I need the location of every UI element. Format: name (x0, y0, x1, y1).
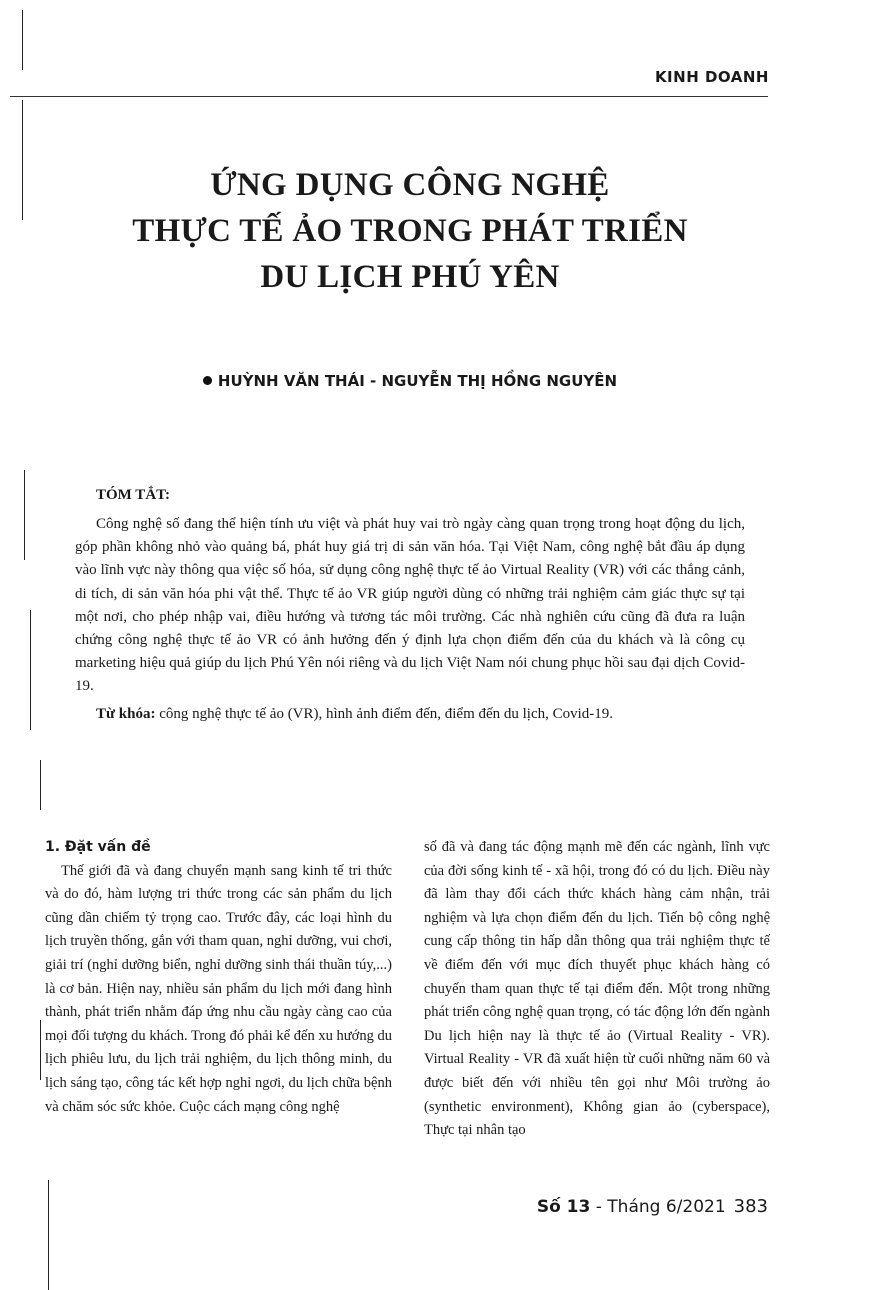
abstract-text: Công nghệ số đang thể hiện tính ưu việt và phát huy vai trò ngày càng quan trọng trong hoạt động du lịch, góp phần không nhỏ vào quảng bá, phát huy giá trị di sản văn hóa. Tại Việt Nam, công nghệ bắt đầu áp dụng vào lĩnh vực này thông qua việc số hóa, sử dụng công nghệ thực tế ảo Virtual Reality (VR) với các thắng cảnh, di tích, di sản văn hóa phi vật thể. Thực tế ảo VR giúp người dùng có những trải nghiệm cảm giác thực sự tại một nơi, cho phép nhập vai, điều hướng và tương tác môi trường. Các nhà nghiên cứu cũng đã đưa ra luận chứng công nghệ thực tế ảo VR có ảnh hưởng đến ý định lựa chọn điểm đến của du khách và là công cụ marketing hiệu quả giúp du lịch Phú Yên nói riêng và du lịch Việt Nam nói chung phục hồi sau đại dịch Covid-19. (75, 516, 745, 695)
scan-edge-line-7 (48, 1180, 49, 1290)
section-label: KINH DOANH (654, 68, 769, 86)
scan-edge-line-6 (40, 1020, 41, 1080)
issue-date: - Tháng 6/2021 (590, 1197, 726, 1217)
keywords-label: Từ khóa: (96, 706, 156, 722)
header-rule (10, 96, 768, 97)
scan-edge-line-4 (30, 610, 31, 730)
scan-edge-line-3 (24, 470, 25, 560)
authors: HUỲNH VĂN THÁI - NGUYỄN THỊ HỒNG NGUYÊN (217, 372, 618, 390)
page-number: 383 (733, 1196, 768, 1217)
authors-line (0, 372, 820, 390)
body-column-right (424, 836, 770, 1143)
body-paragraph-left: Thế giới đã và đang chuyển mạnh sang kinh tế tri thức và do đó, hàm lượng tri thức trong các sản phẩm du lịch cũng dần chiếm tỷ trọng cao. Trước đây, các loại hình du lịch truyền thống, gắn với tham quan, nghỉ dưỡng, vui chơi, giải trí (nghỉ dưỡng biển, nghỉ dưỡng sinh thái thuần túy,...) là cơ bản. Hiện nay, nhiều sản phẩm du lịch mới đang hình thành, phát triển nhằm đáp ứng nhu cầu ngày càng cao của mọi đối tượng du khách. Trong đó phải kể đến xu hướng du lịch phiêu lưu, du lịch trải nghiệm, du lịch thông minh, du lịch sáng tạo, công tác kết hợp nghỉ ngơi, du lịch chữa bệnh và chăm sóc sức khỏe. Cuộc cách mạng công nghệ (45, 862, 392, 1115)
page-footer (537, 1196, 768, 1217)
keywords-value: công nghệ thực tế ảo (VR), hình ảnh điểm đến, điểm đến du lịch, Covid-19. (159, 706, 614, 722)
issue-number: Số 13 (536, 1197, 591, 1217)
bullet-icon (203, 376, 212, 385)
body-paragraph-right: số đã và đang tác động mạnh mẽ đến các ngành, lĩnh vực của đời sống kinh tế - xã hội, trong đó có du lịch. Điều này đã làm thay đổi cách thức khách hàng cảm nhận, trải nghiệm và lựa chọn điểm đến du lịch. Tiến bộ công nghệ cung cấp thông tin hấp dẫn thông qua trải nghiệm thực tế về điểm đến với mục đích thuyết phục khách hàng có chuyến tham quan thực tế tại điểm đến. Một trong những phát triển công nghệ quan trọng, có tác động lớn đến ngành Du lịch hiện nay là thực tế ảo (Virtual Reality - VR). Virtual Reality - VR đã xuất hiện từ cuối những năm 60 và được biết đến với nhiều tên gọi như Môi trường ảo (synthetic environment), Không gian ảo (cyberspace), Thực tại nhân tạo (424, 839, 770, 1139)
title-line-2: THỰC TẾ ẢO TRONG PHÁT TRIỂN (132, 213, 688, 249)
scan-edge-line-1 (22, 10, 23, 70)
abstract-heading: TÓM TẮT: (96, 487, 171, 503)
keywords-line (96, 706, 756, 723)
article-title (0, 162, 820, 300)
body-column-left (45, 836, 392, 1119)
title-line-1: ỨNG DỤNG CÔNG NGHỆ (210, 167, 610, 203)
scan-edge-line-5 (40, 760, 41, 810)
section-heading: 1. Đặt vấn đề (45, 839, 151, 855)
title-line-3: DU LỊCH PHÚ YÊN (260, 259, 560, 295)
